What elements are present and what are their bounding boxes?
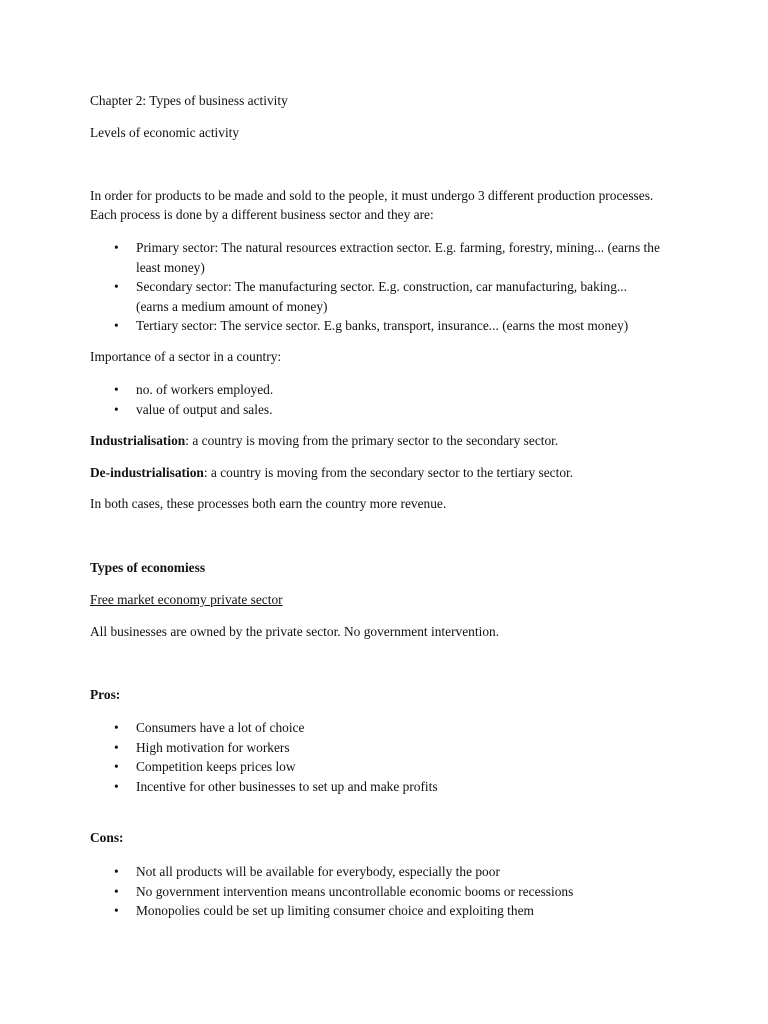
bullet-icon: • [114, 778, 119, 794]
pro-item-1: Consumers have a lot of choice [136, 720, 305, 735]
list-item [0, 738, 696, 758]
industrialisation-term: Industrialisation [90, 433, 186, 448]
free-market-heading: Free market economy private sector [90, 592, 283, 607]
importance-heading: Importance of a sector in a country: [90, 349, 282, 364]
sector-primary-line-2: least money) [136, 259, 205, 275]
bullet-icon: • [114, 883, 119, 899]
bullet-icon: • [114, 279, 119, 294]
intro-line-2: Each process is done by a different business sector and they are: [90, 207, 434, 222]
cons-heading: Cons: [90, 830, 124, 845]
importance-item-2: value of output and sales. [136, 401, 273, 417]
sector-secondary-line-1: Secondary sector: The manufacturing sector. E.g. construction, car manufacturing, baking... [136, 279, 627, 294]
list-item [0, 777, 696, 797]
con-item-1: Not all products will be available for everybody, especially the poor [136, 864, 500, 879]
bullet-icon: • [114, 864, 119, 879]
economies-heading: Types of economiess [90, 560, 206, 575]
pro-item-4: Incentive for other businesses to set up and make profits [136, 778, 438, 794]
intro-line-1: In order for products to be made and sold to the people, it must undergo 3 different production processes. [90, 188, 654, 203]
bullet-icon: • [114, 240, 119, 255]
pro-item-2: High motivation for workers [136, 739, 290, 755]
sector-primary-line-1: Primary sector: The natural resources extraction sector. E.g. farming, forestry, mining... (earns the [136, 240, 660, 255]
section-subtitle: Levels of economic activity [90, 125, 240, 140]
con-item-2: No government intervention means uncontrollable economic booms or recessions [136, 883, 574, 899]
industrialisation-definition [90, 432, 558, 450]
bullet-icon: • [114, 401, 119, 417]
list-item [0, 238, 696, 277]
deindustrialisation-definition [90, 464, 573, 482]
bullet-icon: • [114, 739, 119, 755]
list-item [0, 718, 696, 738]
sector-secondary-line-2: (earns a medium amount of money) [136, 298, 328, 314]
chapter-title: Chapter 2: Types of business activity [90, 93, 288, 108]
bullet-icon: • [114, 720, 119, 735]
list-item [0, 862, 696, 882]
bullet-icon: • [114, 759, 119, 774]
list-item [0, 277, 696, 316]
bullet-icon: • [114, 318, 119, 333]
bullet-icon: • [114, 382, 119, 397]
deindustrialisation-term: De-industrialisation [90, 465, 204, 480]
bullet-icon: • [114, 903, 119, 918]
pros-list [0, 718, 696, 796]
pro-item-3: Competition keeps prices low [136, 759, 296, 774]
both-cases-text: In both cases, these processes both earn the country more revenue. [90, 496, 447, 511]
deindustrialisation-text: : a country is moving from the secondary sector to the tertiary sector. [203, 465, 574, 480]
industrialisation-text: : a country is moving from the primary sector to the secondary sector. [185, 433, 559, 448]
pros-heading: Pros: [90, 687, 121, 702]
list-item [0, 400, 696, 420]
free-market-description: All businesses are owned by the private sector. No government intervention. [90, 624, 500, 639]
cons-list [0, 862, 696, 921]
con-item-3: Monopolies could be set up limiting consumer choice and exploiting them [136, 903, 534, 918]
list-item [0, 882, 696, 902]
importance-list [0, 380, 696, 419]
list-item [0, 380, 696, 400]
list-item [0, 757, 696, 777]
sector-tertiary-line-1: Tertiary sector: The service sector. E.g banks, transport, insurance... (earns the most money) [136, 318, 629, 333]
importance-item-1: no. of workers employed. [136, 382, 274, 397]
sector-list [0, 238, 696, 336]
list-item [0, 901, 696, 921]
list-item [0, 316, 696, 336]
